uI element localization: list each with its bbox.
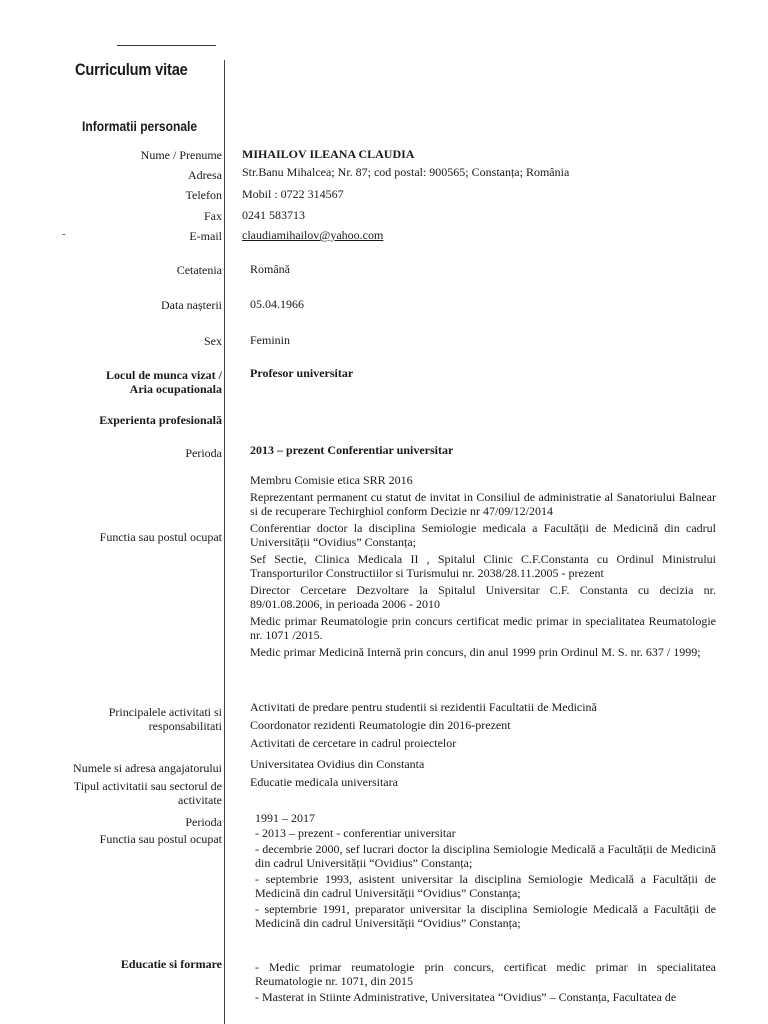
sector-label-1: Tipul activitatii sau sectorul de <box>73 779 222 793</box>
function-list <box>250 473 716 659</box>
function-label-2: Functia sau postul ocupat <box>99 832 222 846</box>
function-line: Reprezentant permanent cu statut de invitat in Consiliul de administratie al Sanatoriului Balnear si de recuperare Techirghiol conform Decizie nr 47/09/12/2014 <box>250 490 716 518</box>
email-link[interactable] <box>242 228 720 242</box>
fax-label: Fax <box>204 209 222 223</box>
target-job-label-2: Aria ocupationala <box>129 382 222 396</box>
period-label-2: Perioda <box>185 815 222 829</box>
fax-value: 0241 583713 <box>242 208 305 222</box>
period-label: Perioda <box>185 446 222 460</box>
activity-item: Activitati de cercetare in cadrul proiectelor <box>250 736 457 750</box>
function-list-2 <box>255 826 716 930</box>
top-rule <box>117 45 216 46</box>
phone-value: Mobil : 0722 314567 <box>242 187 344 201</box>
experience-heading: Experienta profesională <box>99 413 222 427</box>
activities-label-1: Principalele activitati si <box>108 705 222 719</box>
name-label: Nume / Prenume <box>140 148 222 162</box>
employer-value: Universitatea Ovidius din Constanta <box>250 757 425 771</box>
citizenship-label: Cetatenia <box>176 263 222 277</box>
personal-info-heading: Informatii personale <box>82 118 198 134</box>
function-line: - 2013 – prezent - conferentiar universitar <box>255 826 456 840</box>
activity-item: Activitati de predare pentru studentii si rezidentii Facultatii de Medicină <box>250 700 597 714</box>
function-line: - septembrie 1993, asistent universitar la disciplina Semiologie Medicală a Facultății de Medicină din cadrul Universității “Ovidius” Constanța; <box>255 872 716 900</box>
education-line: - Medic primar reumatologie prin concurs, certificat medic primar in specialitatea Reumatologie nr. 1071, din 2015 <box>255 960 716 988</box>
column-divider <box>224 60 225 1024</box>
phone-label: Telefon <box>185 188 222 202</box>
sex-value: Feminin <box>250 333 291 347</box>
citizenship-value: Română <box>250 262 290 276</box>
address-value: Str.Banu Mihalcea; Nr. 87; cod postal: 900565; Constanța; România <box>242 165 570 179</box>
employer-label: Numele si adresa angajatorului <box>73 761 222 775</box>
activities-label-2: responsabilitati <box>148 719 222 733</box>
activity-item: Coordonator rezidenti Reumatologie din 2016-prezent <box>250 718 511 732</box>
function-line: Conferentiar doctor la disciplina Semiologie medicala a Facultății de Medicină din cadrul Universității “Ovidius” Constanța; <box>250 521 716 549</box>
document-title: Curriculum vitae <box>75 60 188 79</box>
function-line: - decembrie 2000, sef lucrari doctor la disciplina Semiologie Medicală a Facultății de Medicină din cadrul Universității “Ovidius” Constanța; <box>255 842 716 870</box>
target-job-label-1: Locul de munca vizat / <box>106 368 222 382</box>
side-mark: - <box>62 228 66 240</box>
period-value: 2013 – prezent Conferentiar universitar <box>250 443 454 457</box>
activities-list <box>250 700 728 750</box>
function-line: Membru Comisie etica SRR 2016 <box>250 473 413 487</box>
sector-value: Educatie medicala universitara <box>250 775 398 789</box>
sex-label: Sex <box>204 334 222 348</box>
email-label: E-mail <box>189 229 222 243</box>
education-line: - Masterat in Stiinte Administrative, Universitatea “Ovidius” – Constanța, Facultatea de <box>255 990 677 1004</box>
education-heading: Educatie si formare <box>120 957 222 971</box>
address-label: Adresa <box>188 168 222 182</box>
function-line: - septembrie 1991, preparator universitar la disciplina Semiologie Medicală a Facultății de Medicină din cadrul Universității “Ovidius” Constanța; <box>255 902 716 930</box>
period-value-2: 1991 – 2017 <box>255 811 315 825</box>
email-value[interactable]: claudiamihailov@yahoo.com <box>242 228 384 242</box>
birth-date-label: Data nașterii <box>161 298 222 312</box>
function-line: Director Cercetare Dezvoltare la Spitalul Universitar C.F. Constanta cu decizia nr. 89/01.08.2006, in perioada 2006 - 2010 <box>250 583 716 611</box>
education-list <box>255 960 716 1004</box>
function-line: Sef Sectie, Clinica Medicala II , Spitalul Clinic C.F.Constanta cu Ordinul Ministrului Transporturilor Constructiilor si Turismului nr. 2038/28.11.2005 - prezent <box>250 552 716 580</box>
sector-label-2: activitate <box>178 793 222 807</box>
function-label: Functia sau postul ocupat <box>99 530 222 544</box>
function-line: Medic primar Medicină Internă prin concurs, din anul 1999 prin Ordinul M. S. nr. 637 / 1999; <box>250 645 701 659</box>
name-value: MIHAILOV ILEANA CLAUDIA <box>242 147 415 161</box>
function-line: Medic primar Reumatologie prin concurs certificat medic primar in specialitatea Reumatologie nr. 1071 /2015. <box>250 614 716 642</box>
birth-date-value: 05.04.1966 <box>250 297 304 311</box>
target-job-value: Profesor universitar <box>250 366 354 380</box>
